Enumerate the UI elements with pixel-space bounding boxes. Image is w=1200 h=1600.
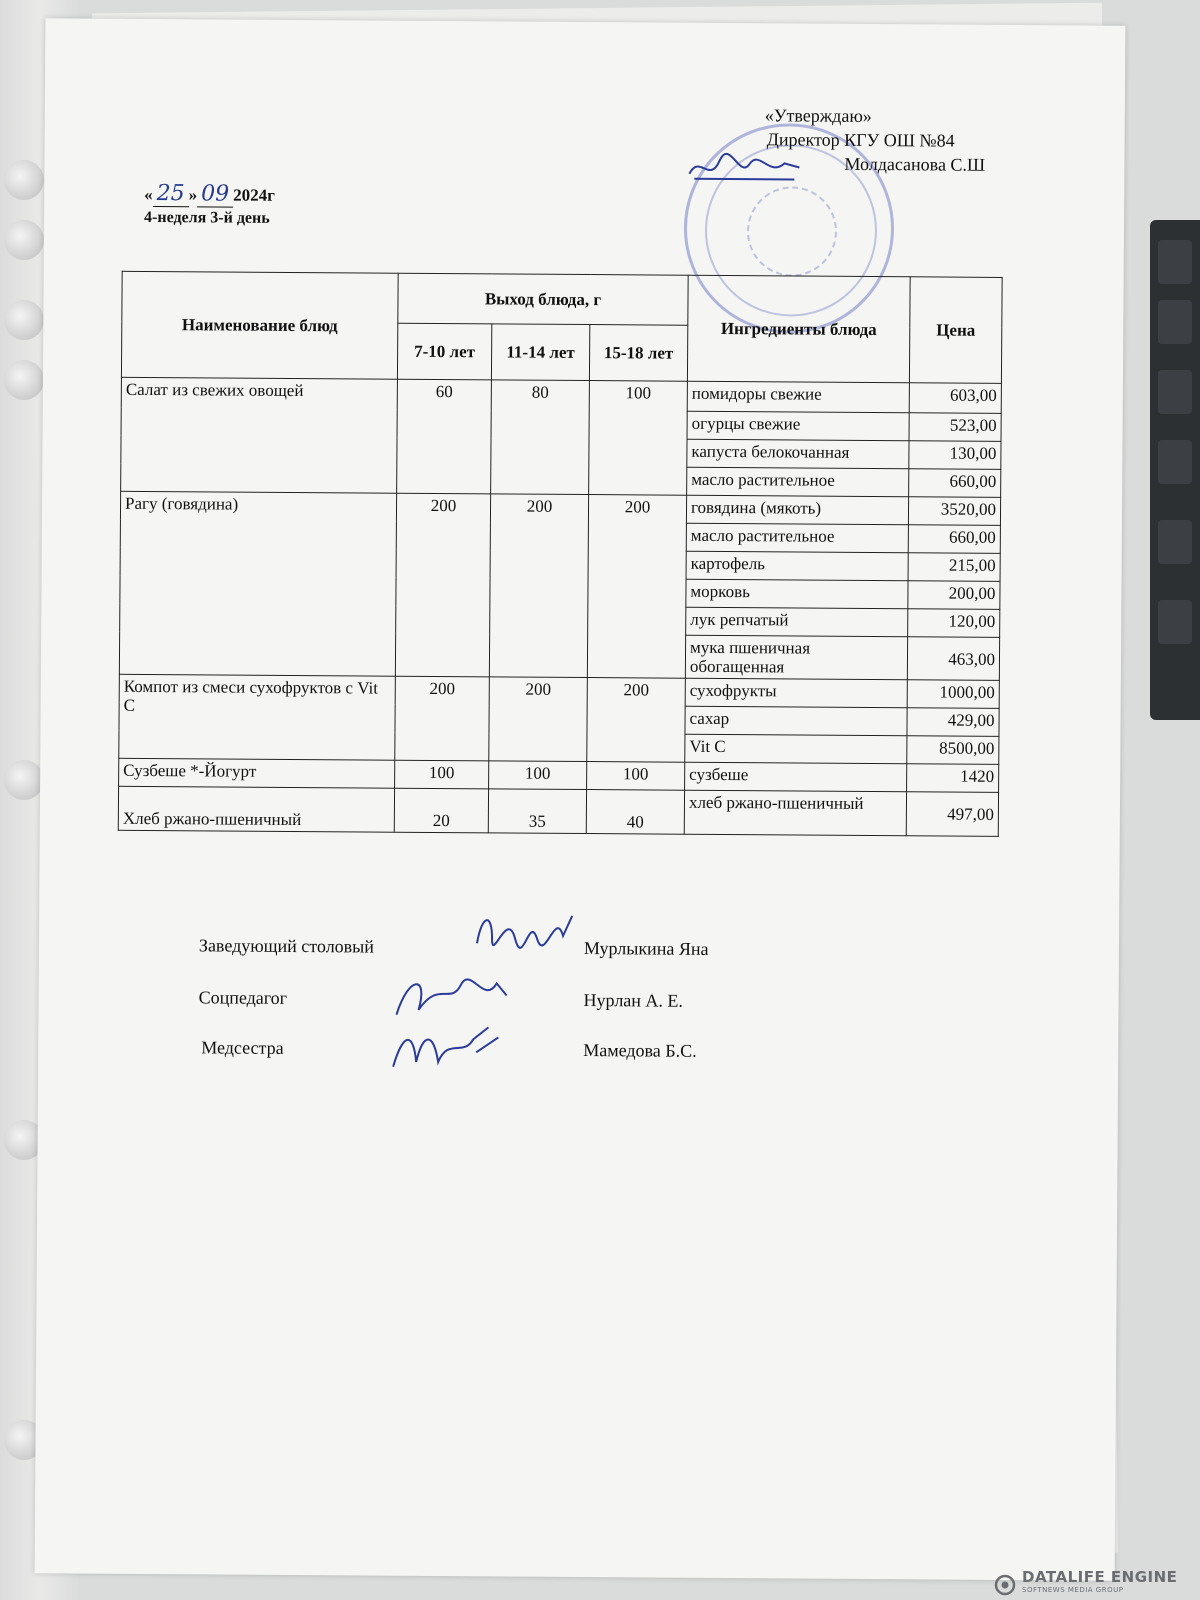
ingredient-price: 1000,00 bbox=[907, 680, 999, 709]
sig-name-2: Нурлан А. Е. bbox=[583, 990, 684, 1011]
ingredient-price: 215,00 bbox=[908, 553, 1000, 582]
sig-name-3: Мамедова Б.С. bbox=[583, 1040, 697, 1061]
menu-table bbox=[118, 271, 1003, 837]
table-row bbox=[121, 377, 1001, 413]
yield-15-18: 100 bbox=[589, 381, 688, 496]
yield-7-10: 60 bbox=[397, 379, 492, 494]
ingredient-price: 660,00 bbox=[908, 525, 1000, 554]
yield-7-10: 20 bbox=[394, 788, 488, 833]
sig-role-3: Медсестра bbox=[201, 1037, 284, 1058]
datalife-logo-icon bbox=[994, 1574, 1016, 1596]
header-yield: Выход блюда, г bbox=[398, 273, 688, 325]
yield-11-14: 80 bbox=[491, 380, 590, 495]
background-device bbox=[1150, 220, 1200, 720]
ingredient-name: картофель bbox=[686, 551, 908, 581]
ingredient-price: 1420 bbox=[907, 764, 999, 793]
header-age-11-14: 11-14 лет bbox=[491, 324, 589, 381]
date-month: 09 bbox=[197, 181, 233, 207]
dish-name: Рагу (говядина) bbox=[119, 491, 396, 676]
ingredient-price: 463,00 bbox=[907, 637, 999, 681]
document-page bbox=[35, 18, 1126, 1581]
director-signature bbox=[684, 149, 804, 190]
yield-7-10: 200 bbox=[395, 676, 490, 761]
ingredient-price: 200,00 bbox=[908, 581, 1000, 610]
approval-position: Директор КГУ ОШ №84 bbox=[766, 129, 955, 151]
ingredient-price: 497,00 bbox=[906, 792, 998, 837]
table-row bbox=[119, 674, 999, 708]
ingredient-price: 3520,00 bbox=[908, 497, 1000, 526]
ingredient-name: сахар bbox=[685, 706, 907, 736]
ingredient-price: 120,00 bbox=[908, 609, 1000, 638]
dish-name: Салат из свежих овощей bbox=[121, 377, 398, 493]
watermark bbox=[1022, 1568, 1177, 1594]
approval-title: «Утверждаю» bbox=[764, 105, 872, 127]
sig-name-1: Мурлыкина Яна bbox=[583, 938, 709, 959]
yield-11-14: 200 bbox=[489, 677, 588, 762]
header-dish: Наименование блюд bbox=[121, 271, 398, 379]
date-day: 25 bbox=[153, 181, 189, 207]
table-row bbox=[118, 786, 998, 836]
watermark-subtitle: SOFTNEWS MEDIA GROUP bbox=[1022, 1586, 1124, 1594]
sig-role-2: Соцпедагог bbox=[198, 987, 288, 1008]
yield-11-14: 100 bbox=[489, 761, 587, 790]
dish-name: Компот из смеси сухофруктов с Vit C bbox=[119, 674, 396, 760]
ingredient-name: масло растительное bbox=[686, 523, 908, 553]
signature-1 bbox=[467, 903, 577, 959]
document-date: « 25 » 09 2024г bbox=[144, 181, 276, 207]
signature-3 bbox=[388, 1017, 508, 1078]
header-age-15-18: 15-18 лет bbox=[589, 325, 687, 382]
header-price: Цена bbox=[909, 277, 1002, 384]
approval-name: Молдасанова С.Ш bbox=[844, 153, 986, 175]
ingredient-price: 603,00 bbox=[909, 383, 1001, 414]
ingredient-name: хлеб ржано-пшеничный bbox=[684, 790, 906, 836]
ingredient-price: 8500,00 bbox=[907, 736, 999, 765]
header-ingredients: Ингредиенты блюда bbox=[687, 275, 910, 383]
menu-body bbox=[118, 377, 1001, 836]
ingredient-name: огурцы свежие bbox=[687, 411, 909, 441]
yield-15-18: 200 bbox=[587, 495, 686, 679]
ingredient-name: масло растительное bbox=[687, 467, 909, 497]
ingredient-name: лук репчатый bbox=[686, 607, 908, 637]
ingredient-price: 660,00 bbox=[909, 469, 1001, 498]
header-age-7-10: 7-10 лет bbox=[397, 323, 491, 380]
ingredient-name: Vit C bbox=[685, 734, 907, 764]
table-row bbox=[120, 491, 1000, 525]
sig-role-1: Заведующий столовый bbox=[198, 935, 375, 957]
dish-name: Сузбеше *-Йогурт bbox=[119, 758, 395, 788]
yield-15-18: 100 bbox=[587, 762, 685, 791]
watermark-title: DATALIFE ENGINE bbox=[1022, 1568, 1178, 1586]
dish-name: Хлеб ржано-пшеничный bbox=[118, 786, 394, 832]
ingredient-price: 429,00 bbox=[907, 708, 999, 737]
yield-15-18: 40 bbox=[586, 790, 684, 835]
ingredient-name: сухофрукты bbox=[685, 678, 907, 708]
yield-11-14: 35 bbox=[488, 789, 586, 834]
date-year: 2024г bbox=[233, 185, 276, 205]
ingredient-name: мука пшеничная обогащенная bbox=[685, 635, 907, 680]
ingredient-name: морковь bbox=[686, 579, 908, 609]
ingredient-price: 523,00 bbox=[909, 413, 1001, 442]
yield-15-18: 200 bbox=[587, 678, 686, 763]
ingredient-name: сузбеше bbox=[685, 762, 907, 792]
ingredient-price: 130,00 bbox=[909, 441, 1001, 470]
yield-11-14: 200 bbox=[489, 494, 588, 678]
ingredient-name: помидоры свежие bbox=[687, 381, 909, 413]
ingredient-name: говядина (мякоть) bbox=[686, 495, 908, 525]
week-day: 4-неделя 3-й день bbox=[143, 208, 270, 227]
ingredient-name: капуста белокочанная bbox=[687, 439, 909, 469]
yield-7-10: 100 bbox=[395, 760, 489, 789]
yield-7-10: 200 bbox=[395, 493, 490, 677]
